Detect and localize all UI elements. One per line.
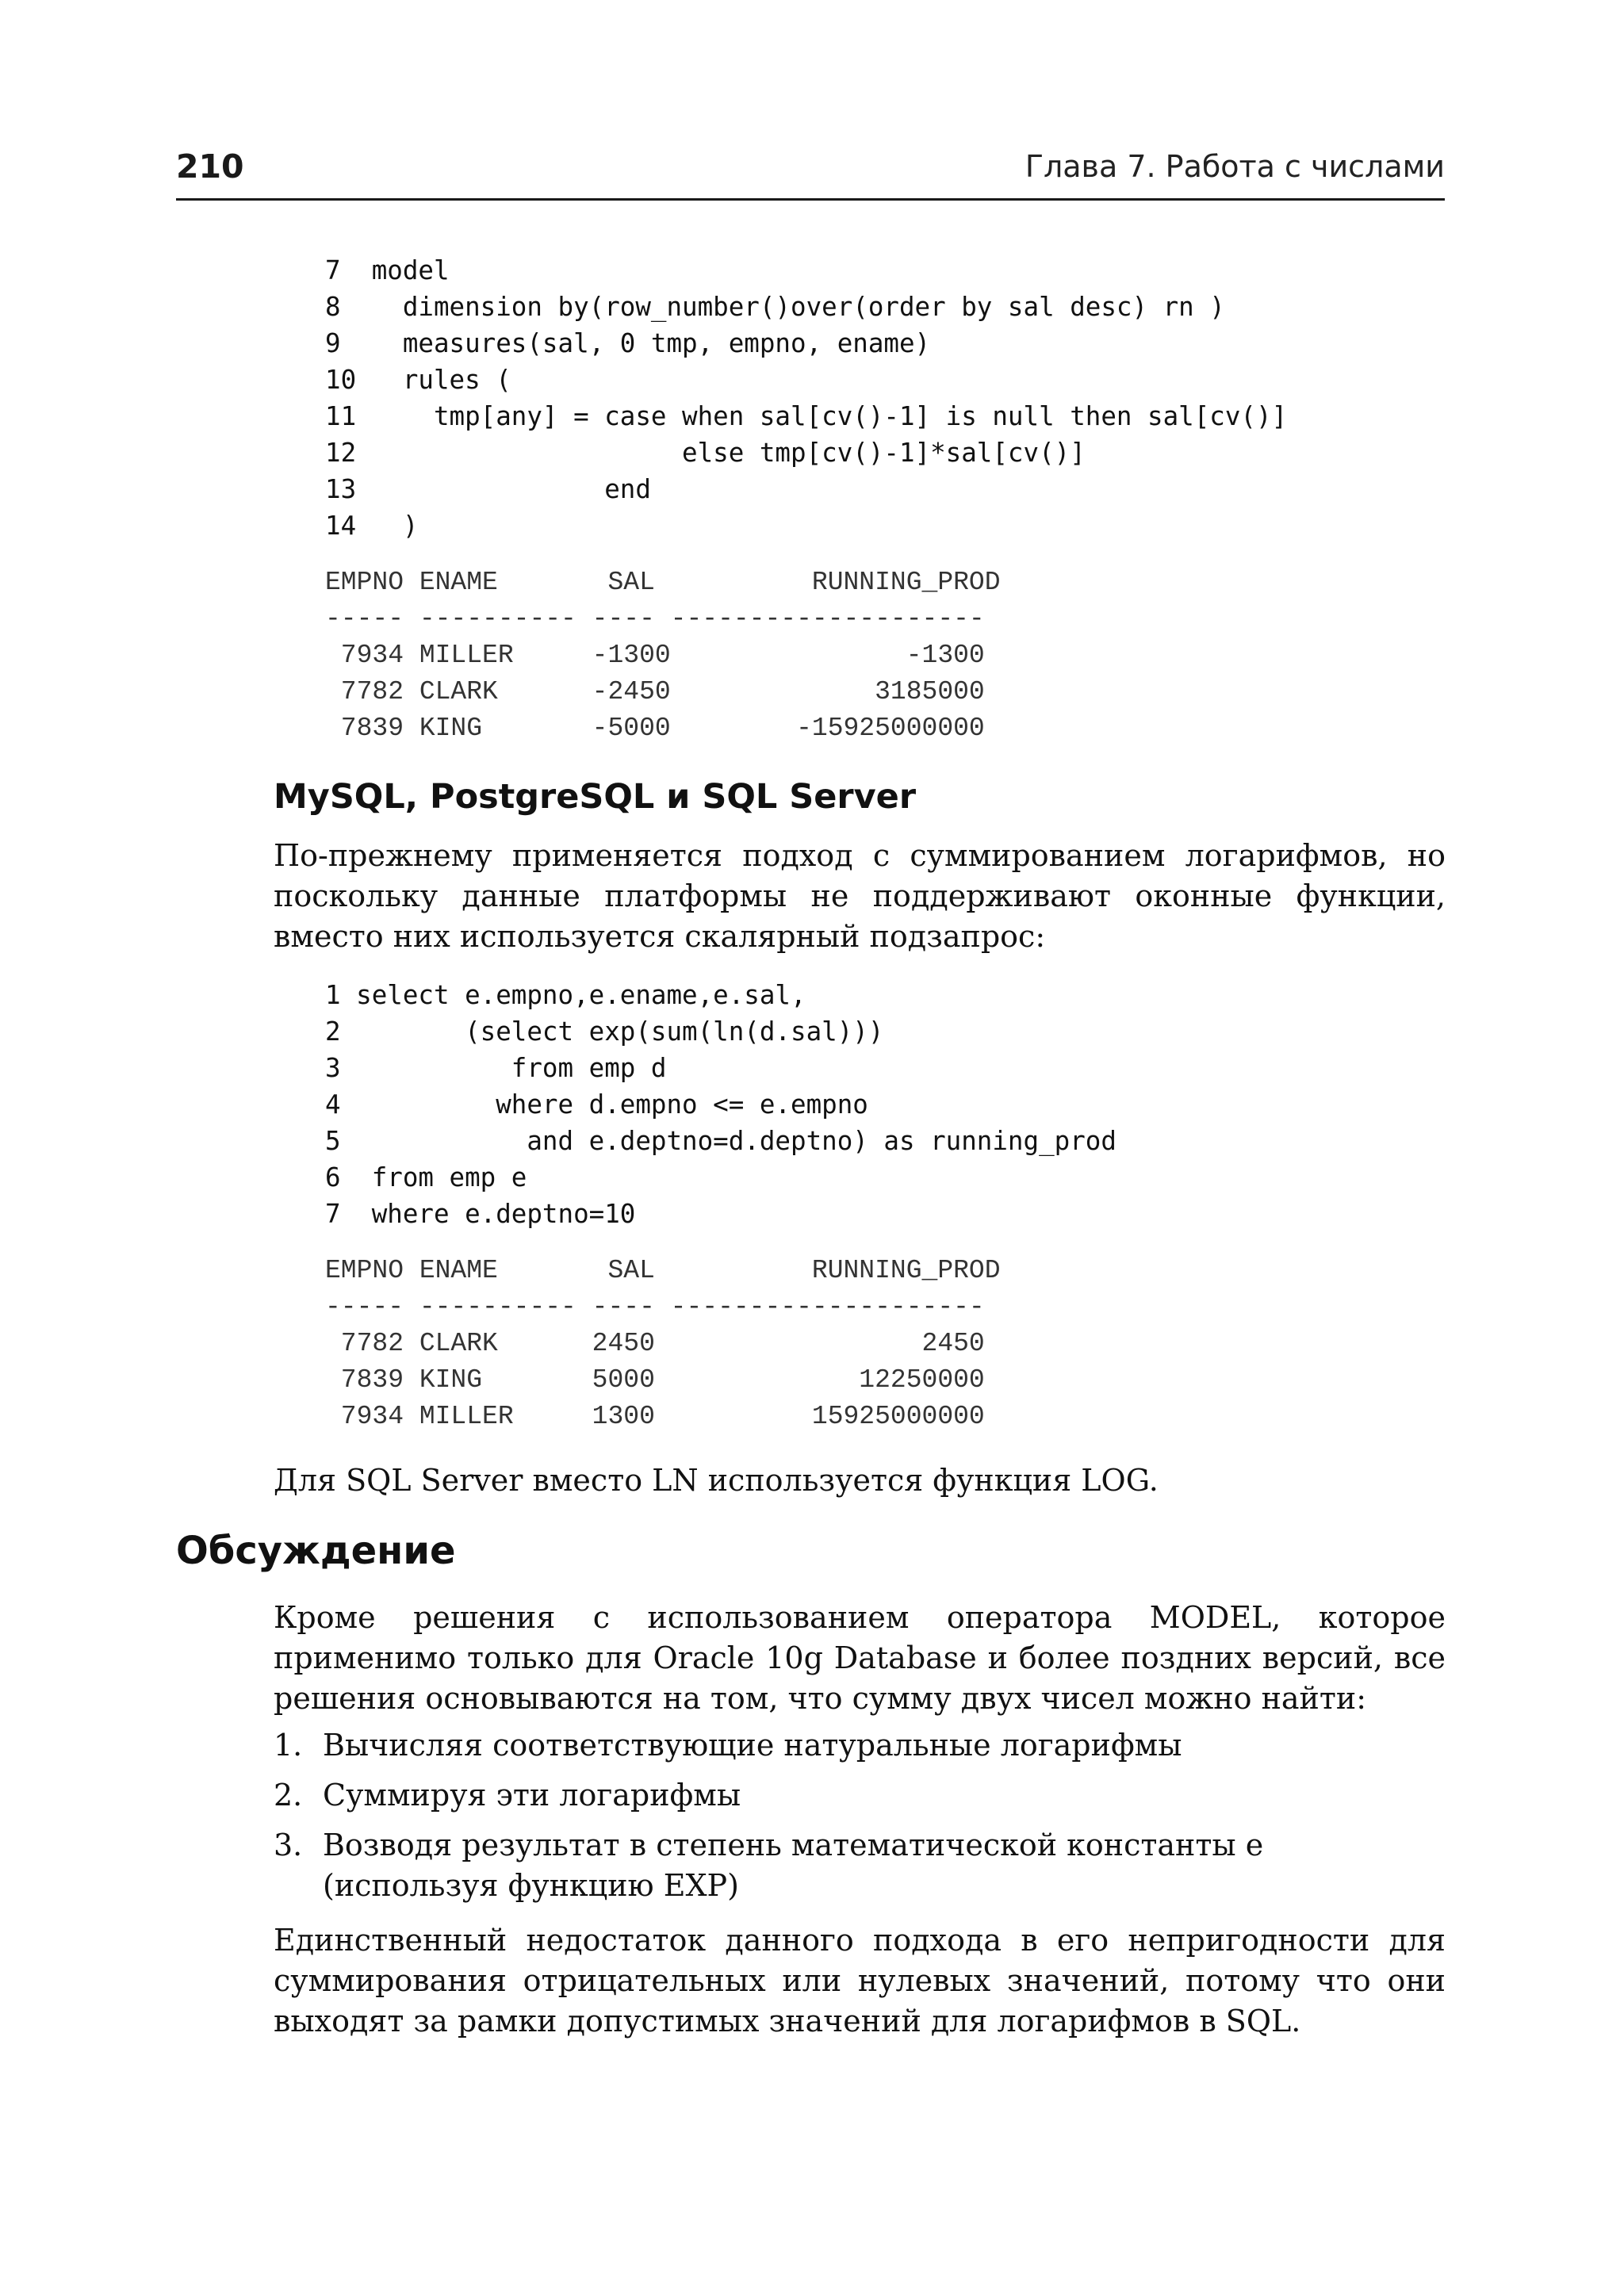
code-line: 11 tmp[any] = case when sal[cv()-1] is null then sal[cv()] xyxy=(325,401,1288,431)
code-line: 6 from emp e xyxy=(325,1162,527,1192)
code-line: 2 (select exp(sum(ln(d.sal))) xyxy=(325,1016,884,1047)
output-line: 7839 KING 5000 12250000 xyxy=(325,1365,985,1395)
code-line: 7 model xyxy=(325,255,450,285)
output-line: 7934 MILLER -1300 -1300 xyxy=(325,641,985,670)
oracle-code-block xyxy=(325,252,1287,544)
discussion-conclusion-paragraph: Единственный недостаток данного подхода в его непригодности для суммирования отрицательных или нулевых значений, потому что они выходят за рамки допустимых значений для логарифмов в SQL. xyxy=(274,1923,1446,2038)
oracle-output-table xyxy=(325,565,1001,747)
code-line: 8 dimension by(row_number()over(order by sal desc) rn ) xyxy=(325,292,1225,322)
output-line: ----- ---------- ---- -------------------- xyxy=(325,604,985,634)
code-line: 4 where d.empno <= e.empno xyxy=(325,1089,868,1120)
discussion-intro-paragraph: Кроме решения с использованием оператора MODEL, которое применимо только для Oracle 10g Database и более поздних версий, все решения основываются на том, что сумму двух чисел можно найти: xyxy=(274,1600,1446,1716)
code-line: 7 where e.deptno=10 xyxy=(325,1199,636,1229)
page-header xyxy=(176,147,1445,201)
chapter-title: Глава 7. Работа с числами xyxy=(1025,149,1445,184)
code-line: 13 end xyxy=(325,474,651,504)
list-item: 3. Возводя результат в степень математической константы e (используя функцию EXP) xyxy=(274,1828,1264,1903)
page-number: 210 xyxy=(176,147,244,186)
mysql-code-block xyxy=(325,977,1116,1232)
code-line: 10 rules ( xyxy=(325,365,511,395)
output-line: EMPNO ENAME SAL RUNNING_PROD xyxy=(325,1256,1001,1285)
list-item: 2. Суммируя эти логарифмы xyxy=(274,1778,741,1813)
code-line: 9 measures(sal, 0 tmp, empno, ename) xyxy=(325,328,931,358)
output-line: 7934 MILLER 1300 15925000000 xyxy=(325,1402,985,1431)
steps-list xyxy=(274,1725,1446,1906)
mysql-intro-paragraph: По-прежнему применяется подход с суммированием логарифмов, но поскольку данные платформы не поддерживают оконные функции, вместо них используется скалярный подзапрос: xyxy=(274,838,1446,954)
output-line: 7782 CLARK -2450 3185000 xyxy=(325,677,985,706)
output-line: ----- ---------- ---- -------------------- xyxy=(325,1292,985,1322)
discussion-heading: Обсуждение xyxy=(176,1529,456,1573)
code-line: 5 and e.deptno=d.deptno) as running_prod xyxy=(325,1126,1116,1156)
list-item: 1. Вычисляя соответствующие натуральные логарифмы xyxy=(274,1728,1182,1763)
output-line: 7839 KING -5000 -15925000000 xyxy=(325,714,985,743)
code-line: 12 else tmp[cv()-1]*sal[cv()] xyxy=(325,438,1086,468)
mysql-output-table xyxy=(325,1253,1001,1435)
code-line: 1 select e.empno,e.ename,e.sal, xyxy=(325,980,806,1010)
code-line: 3 from emp d xyxy=(325,1053,667,1083)
mysql-section-heading: MySQL, PostgreSQL и SQL Server xyxy=(274,777,917,817)
output-line: 7782 CLARK 2450 2450 xyxy=(325,1329,985,1358)
code-line: 14 ) xyxy=(325,511,419,541)
sqlserver-note: Для SQL Server вместо LN используется функция LOG. xyxy=(274,1463,1159,1498)
output-line: EMPNO ENAME SAL RUNNING_PROD xyxy=(325,568,1001,597)
